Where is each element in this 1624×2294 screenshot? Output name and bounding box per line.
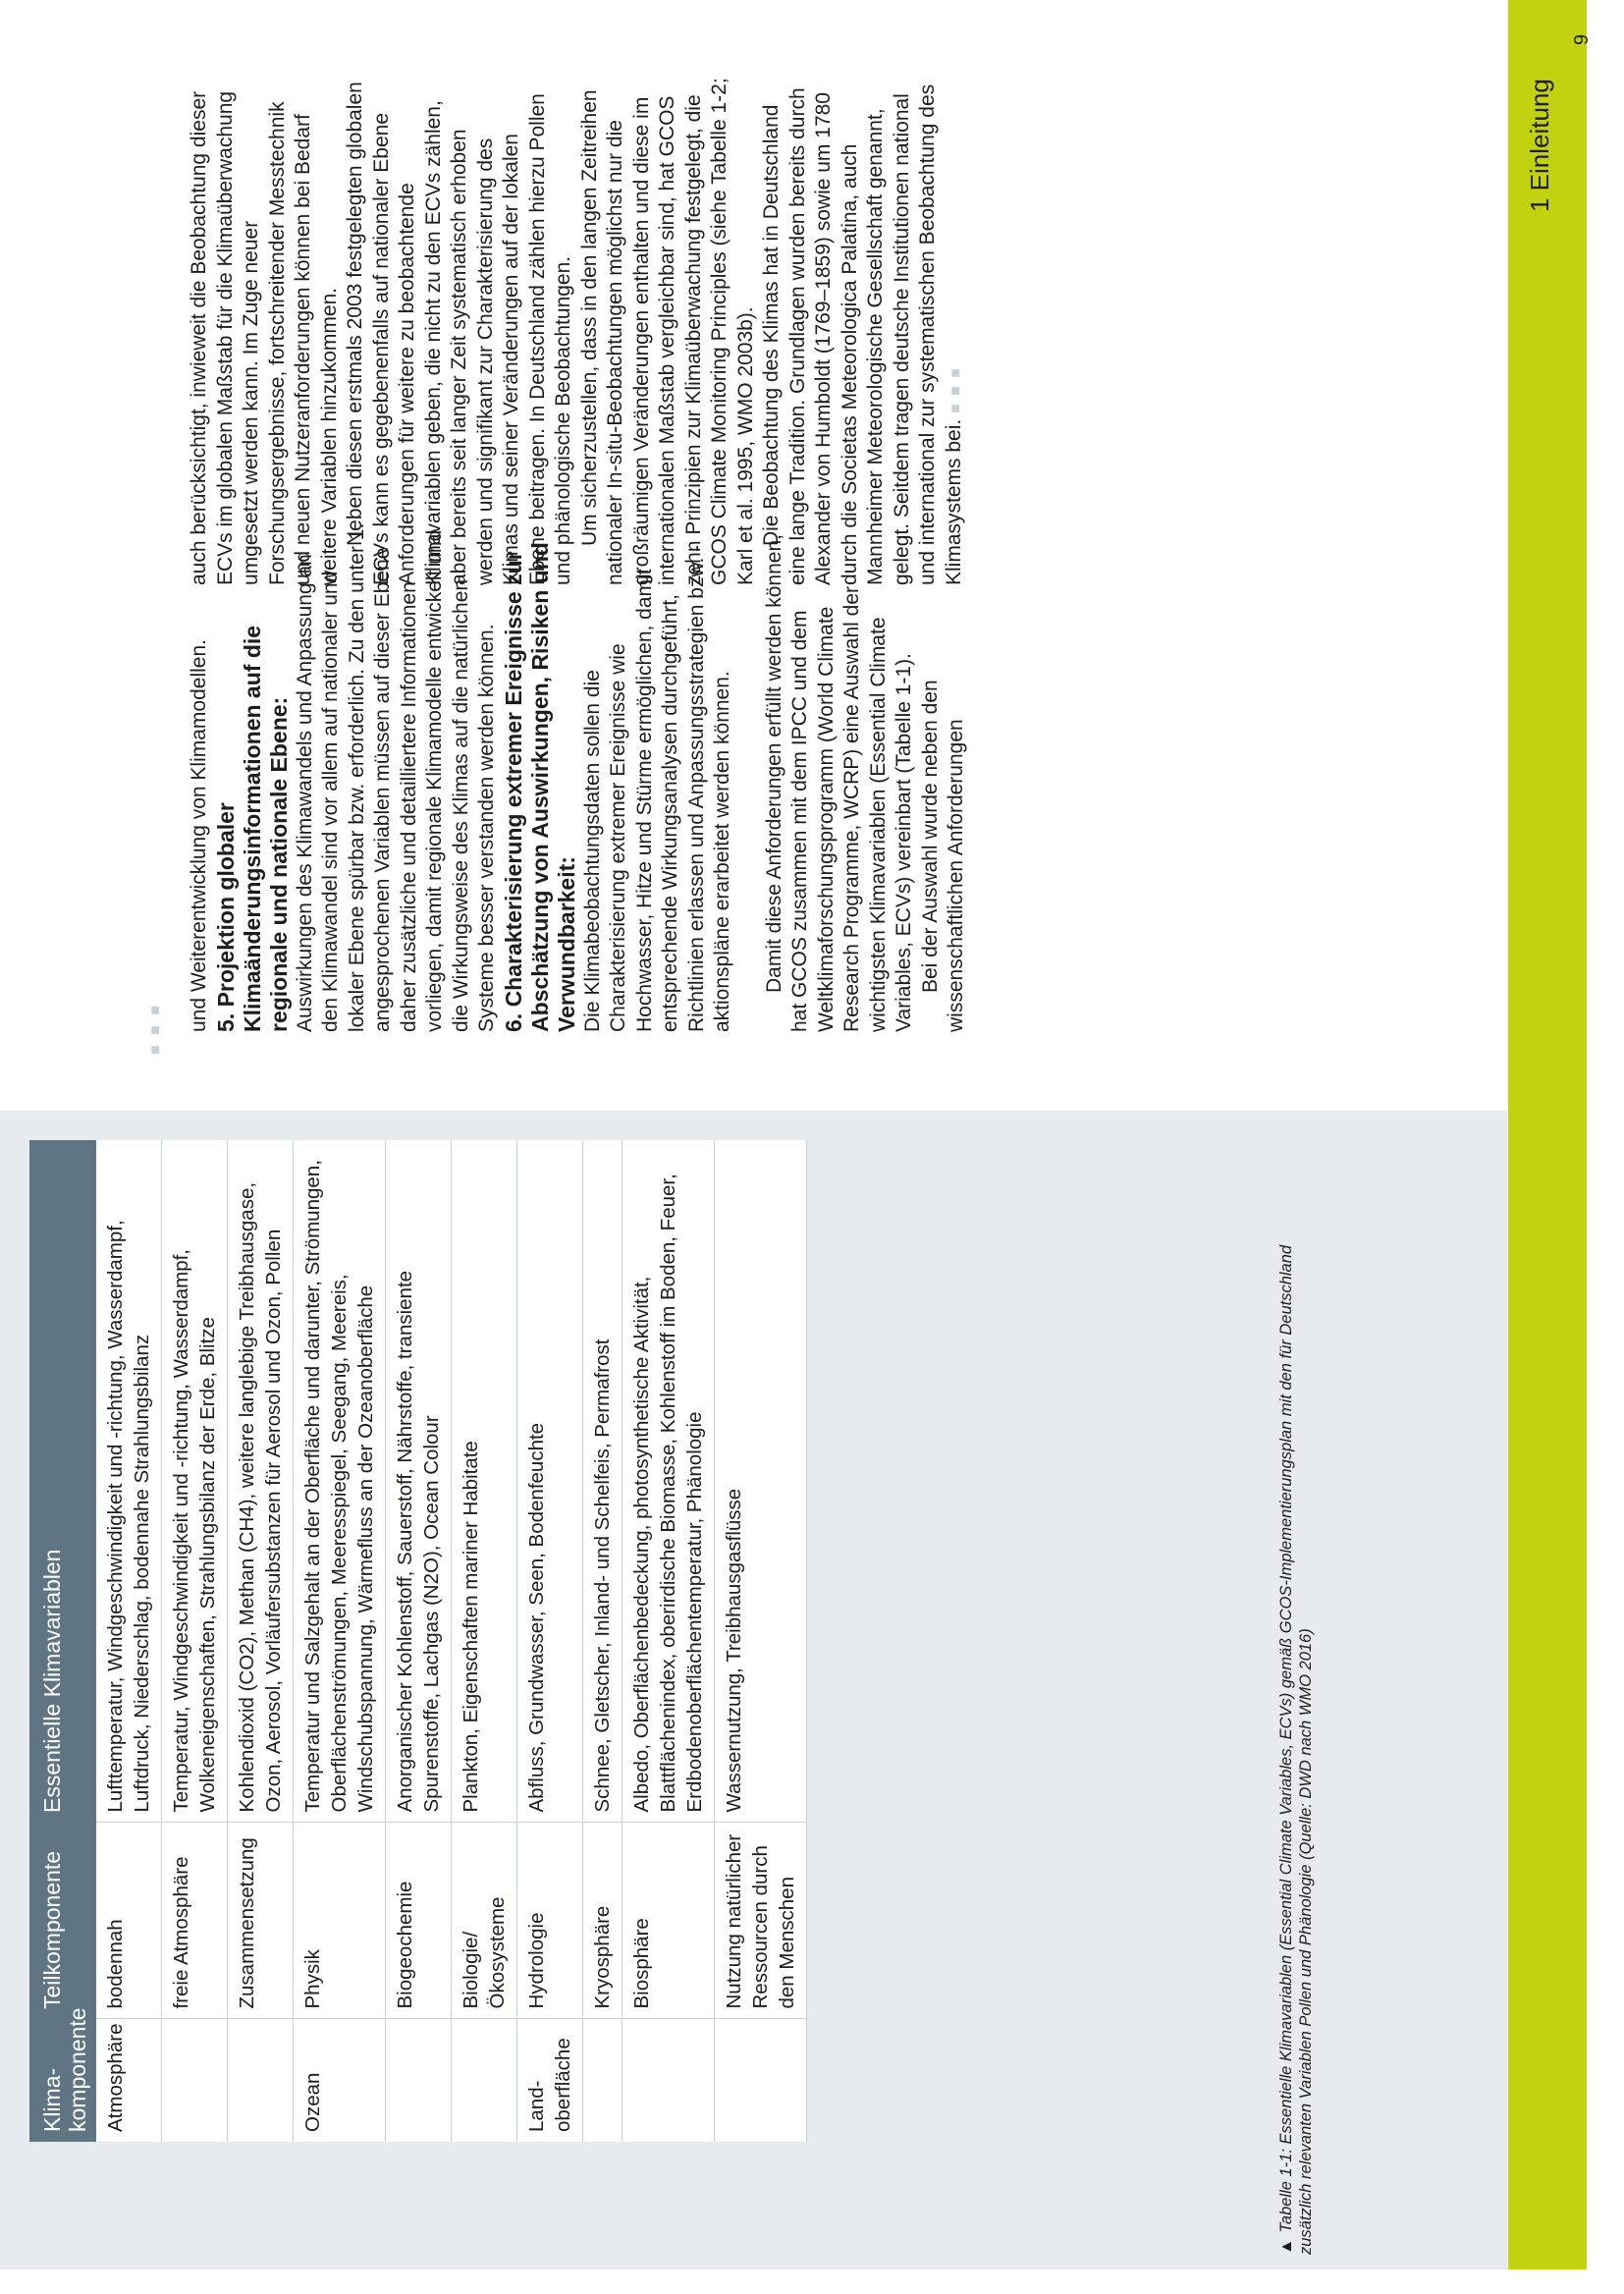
table-header-row xyxy=(29,1140,96,2142)
item6-heading: 6. Charakterisierung extremer Ereignisse zur Abschätzung von Auswirkungen, Risiken und Verwundbarkeit: xyxy=(500,542,579,1032)
table-caption xyxy=(1276,1174,1335,2255)
col2-paragraph-2: Neben diesen erstmals 2003 festgelegten globalen ECVs kann es gegebenenfalls auf nationaler Ebene Anforderungen für weitere zu beobachtende Klimavariablen geben, die nicht zu den ECVs zählen, aber bereits seit langer Zeit systematisch erhoben werden und signifikant zur Charakterisierung des Klimas und seiner Veränderungen auf der lokalen Ebene beitragen. In Deutschland zählen hierzu Pollen und phänologische Beobachtungen. xyxy=(344,82,574,585)
end-marker-icon: ■ ■ ■ xyxy=(947,366,964,413)
col-header-subcomponent: Teilkomponente xyxy=(29,1823,96,2019)
table-cell-subcomponent: freie Atmosphäre xyxy=(162,1823,228,2019)
table-cell-subcomponent: Hydrologie xyxy=(517,1823,583,2019)
text-column-2 xyxy=(187,75,969,585)
table-cell-subcomponent: Kryosphäre xyxy=(583,1823,623,2019)
table-cell-variables: Kohlendioxid (CO2), Methan (CH4), weitere langlebige Treibhausgase, Ozon, Aerosol, Vorläufersubstanzen für Aerosol und Ozon, Pollen xyxy=(228,1140,294,1823)
table-cell-variables: Temperatur und Salzgehalt an der Oberfläche und darunter, Strömungen, Oberflächenströmungen, Meeresspiegel, Seegang, Meereis, Windschubspannung, Wärmefluss an der Ozeanoberfläche xyxy=(294,1140,386,1823)
table-cell-subcomponent: Biosphäre xyxy=(623,1823,715,2019)
table-row xyxy=(162,1140,228,2142)
table-cell-variables: Wassernutzung, Treibhausgasflüsse xyxy=(715,1140,807,1823)
table-cell-variables: Albedo, Oberflächenbedeckung, photosynthetische Aktivität, Blattflächenindex, oberirdische Biomasse, Kohlenstoff im Boden, Feuer, Erdbodenoberflächentemperatur, Phänologie xyxy=(623,1140,715,1823)
table-row xyxy=(623,1140,715,2142)
page-number: 9 xyxy=(1571,33,1593,45)
col2-paragraph-4-text: Die Beobachtung des Klimas hat in Deutschland eine lange Tradition. Grundlagen wurden bereits durch Alexander von Humboldt (1769–1859) sowie um 1780 durch die Societas Meteorologica Palatina, auch Mannheimer Meteorologische Gesellschaft genannt, gelegt. Seitdem tragen deutsche Institutionen national und international zur systematischen Beobachtung des Klimasystems bei. xyxy=(760,83,965,585)
table-cell-variables: Schnee, Gletscher, Inland- und Schelfeis, Permafrost xyxy=(583,1140,623,1823)
table-cell-component xyxy=(162,2019,228,2142)
col1-intro: und Weiterentwicklung von Klimamodellen. xyxy=(188,639,210,1032)
item6-body: Die Klimabeobachtungsdaten sollen die Charakterisierung extremer Ereignisse wie Hochwasser, Hitze und Stürme ermöglichen, damit entsprechende Wirkungsanalysen durchgeführt, Richtlinien erlassen und Anpassungsstrategien bzw. -aktionspläne erarbeitet werden können. xyxy=(580,544,733,1032)
accent-bar xyxy=(1508,49,1587,2269)
table-cell-variables: Plankton, Eigenschaften mariner Habitate xyxy=(452,1140,517,1823)
table-cell-component xyxy=(583,2019,623,2142)
col2-paragraph-3: Um sicherzustellen, dass in den langen Zeitreihen nationaler In-situ-Beobachtungen möglichst nur die großräumigen Veränderungen enthalten und diese im internationalen Maßstab vergleichbar sind, hat GCOS zehn Prinzipien zur Klimaüberwachung festgelegt, die GCOS Climate Monitoring Principles (siehe Tabelle 1-2; Karl et al. 1995, WMO 2003b). xyxy=(577,78,757,585)
col-header-component: Klima- komponente xyxy=(29,2019,96,2142)
table-row xyxy=(583,1140,623,2142)
table-row xyxy=(96,1140,162,2142)
ecv-table xyxy=(29,1140,807,2142)
col2-paragraph-4 xyxy=(759,75,969,585)
table-row xyxy=(294,1140,386,2142)
table-cell-subcomponent: Physik xyxy=(294,1823,386,2019)
table-cell-subcomponent: Zusammensetzung xyxy=(228,1823,294,2019)
col-header-variables: Essentielle Klimavariablen xyxy=(29,1140,96,1823)
text-column-1 xyxy=(187,521,970,1032)
col1-paragraph-3: Bei der Auswahl wurde neben den wissenschaftlichen Anforderungen xyxy=(918,680,967,1032)
col1-paragraph-2: Damit diese Anforderungen erfüllt werden können, hat GCOS zusammen mit dem IPCC und dem Weltklimaforschungsprogramm (World Climate Research Programme, WCRP) eine Auswahl der wichtigsten Klimavariablen (Essential Climate Variables, ECVs) vereinbart (Tabelle 1-1). xyxy=(762,534,915,1032)
table-row xyxy=(715,1140,807,2142)
table-cell-component xyxy=(715,2019,807,2142)
col2-paragraph-1: auch berücksichtigt, inwieweit die Beobachtung dieser ECVs im globalen Maßstab für die Klimaüberwachung umgesetzt werden kann. Im Zuge neuer Forschungsergebnisse, fortschreitender Messtechnik und neuen Nutzeranforderungen können bei Bedarf weitere Variablen hinzukommen. xyxy=(188,90,341,585)
table-cell-component xyxy=(228,2019,294,2142)
table-cell-subcomponent: Nutzung natürlicher Ressourcen durch den Menschen xyxy=(715,1823,807,2019)
table-cell-variables: Temperatur, Windgeschwindigkeit und -richtung, Wasserdampf, Wolkeneigenschaften, Strahlungsbilanz der Erde, Blitze xyxy=(162,1140,228,1823)
table-cell-component xyxy=(623,2019,715,2142)
table-row xyxy=(517,1140,583,2142)
table-row xyxy=(228,1140,294,2142)
caption-triangle-icon: ▲ xyxy=(1277,2238,1295,2255)
table-row xyxy=(452,1140,517,2142)
chapter-header: 1 Einleitung xyxy=(1525,79,1554,212)
table-cell-component: Ozean xyxy=(294,2019,386,2142)
item5-heading: 5. Projektion globaler Klimaänderungsinformationen auf die regionale und nationale Ebene: xyxy=(212,625,292,1032)
caption-text: Tabelle 1-1: Essentielle Klimavariablen (Essential Climate Variables, ECVs) gemäß GCOS-Implementierungsplan mit den für Deutschland zusätzlich relevanten Variablen Pollen und Phänologie (Quelle: DWD nach WMO 2016) xyxy=(1277,1244,1315,2255)
table-row xyxy=(386,1140,452,2142)
table-cell-variables: Abfluss, Grundwasser, Seen, Bodenfeuchte xyxy=(517,1140,583,1823)
table-cell-component: Land- oberfläche xyxy=(517,2019,583,2142)
table-cell-subcomponent: Biologie/Ökosysteme xyxy=(452,1823,517,2019)
item5-body: Auswirkungen des Klimawandels und Anpassung an den Klimawandel sind vor allem auf nationaler und lokaler Ebene spürbar bzw. erforderlich. Zu den unter 1. angesprochenen Variablen müssen auf dieser Ebene daher zusätzliche und detailliertere Informationen vorliegen, damit regionale Klimamodelle entwickelt und die Wirkungsweise des Klimas auf die natürlichen Systeme besser verstanden werden können. xyxy=(293,522,498,1032)
table-cell-subcomponent: Biogeochemie xyxy=(386,1823,452,2019)
table-cell-component xyxy=(386,2019,452,2142)
table-cell-variables: Anorganischer Kohlenstoff, Sauerstoff, Nährstoffe, transiente Spurenstoffe, Lachgas (N2O), Ocean Colour xyxy=(386,1140,452,1823)
table-cell-variables: Lufttemperatur, Windgeschwindigkeit und -richtung, Wasserdampf, Luftdruck, Niederschlag, bodennahe Strahlungsbilanz xyxy=(96,1140,162,1823)
table-cell-component: Atmosphäre xyxy=(96,2019,162,2142)
table-cell-component xyxy=(452,2019,517,2142)
section-marker-icon: ■ ■ ■ xyxy=(147,1003,164,1055)
table-cell-subcomponent: bodennah xyxy=(96,1823,162,2019)
